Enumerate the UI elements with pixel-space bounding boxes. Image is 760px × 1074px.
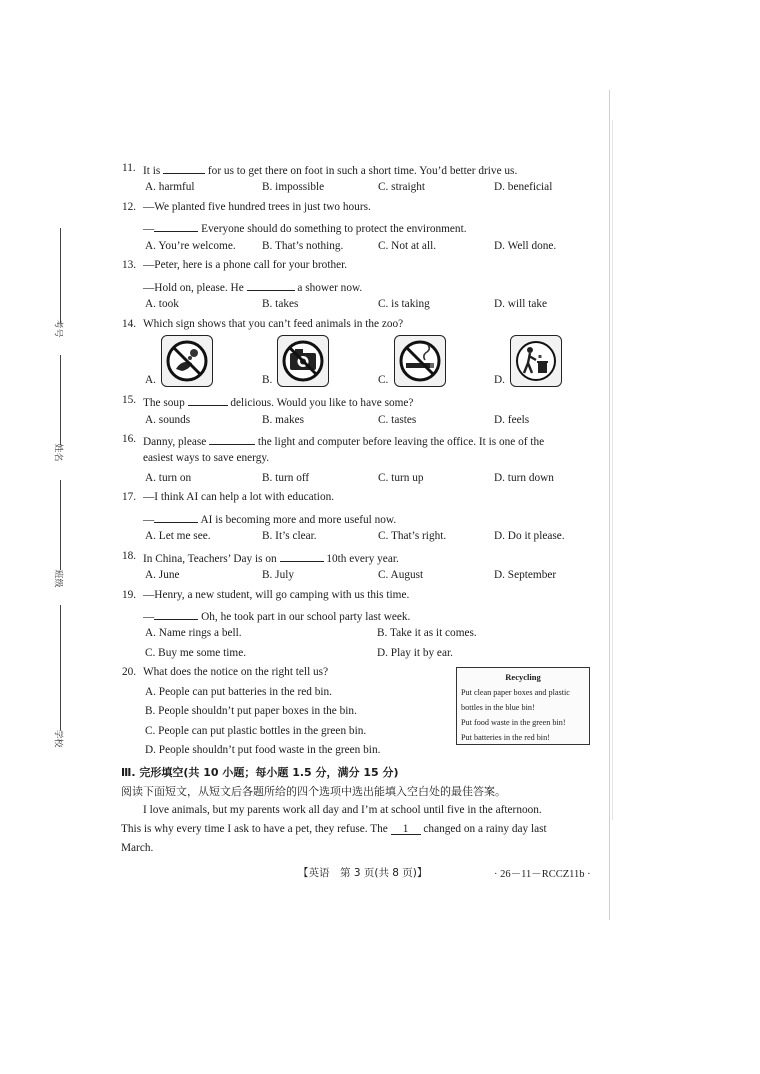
answer-blank	[209, 433, 255, 445]
stem-part: Everyone should do something to protect the environment.	[201, 223, 467, 235]
option-d: D. turn down	[494, 472, 554, 484]
answer-blank	[247, 279, 295, 291]
no-feeding-icon	[161, 335, 213, 387]
side-label-name: 姓名	[52, 443, 63, 462]
option-b: B. July	[262, 569, 295, 581]
option-a: A. harmful	[145, 181, 195, 193]
option-c: C.	[378, 374, 389, 386]
notice-line: Put clean paper boxes and plastic	[461, 688, 570, 697]
option-a: A. sounds	[145, 414, 191, 426]
question-line-2	[143, 220, 467, 235]
stem-part: AI is becoming more and more useful now.	[200, 514, 397, 526]
option-b: B. People shouldn’t put paper boxes in the bin.	[145, 705, 357, 717]
question-stem: What does the notice on the right tell us?	[143, 666, 329, 678]
stem-part: a shower now.	[297, 282, 363, 294]
option-c: C. straight	[378, 181, 426, 193]
notice-line: Put batteries in the red bin!	[461, 733, 550, 742]
option-b: B. turn off	[262, 472, 310, 484]
option-d: D. will take	[494, 298, 548, 310]
option-a: A. You’re welcome.	[145, 240, 236, 252]
page-edge-line	[609, 90, 610, 920]
question-stem	[143, 550, 399, 565]
option-c: C. Not at all.	[378, 240, 437, 252]
question-stem: Which sign shows that you can’t feed animals in the zoo?	[143, 318, 404, 330]
page-footer: 【英语 第 3 页(共 8 页)】	[298, 867, 428, 879]
binding-rule-3	[60, 480, 61, 570]
option-b: B. impossible	[262, 181, 325, 193]
binding-rule-4	[60, 605, 61, 730]
question-line-1: —Peter, here is a phone call for your brother.	[143, 259, 348, 271]
passage-part: This is why every time I ask to have a pet, they refuse. The	[121, 823, 388, 835]
stem-part: —	[143, 223, 155, 235]
stem-part: —	[143, 611, 155, 623]
question-line-1: —Henry, a new student, will go camping with us this time.	[143, 589, 410, 601]
option-b: B. Take it as it comes.	[377, 627, 477, 639]
option-d: D. beneficial	[494, 181, 553, 193]
answer-blank	[188, 394, 228, 406]
stem-part: —	[143, 514, 155, 526]
option-d: D. feels	[494, 414, 530, 426]
option-d: D. Play it by ear.	[377, 647, 453, 659]
option-a: A. took	[145, 298, 179, 310]
option-a: A. Name rings a bell.	[145, 627, 242, 639]
stem-part: Oh, he took part in our school party last week.	[201, 611, 411, 623]
notice-line: bottles in the blue bin!	[461, 703, 535, 712]
question-line-2	[143, 279, 362, 294]
option-c: C. Buy me some time.	[145, 647, 247, 659]
passage-blank-1: 1	[391, 823, 421, 835]
option-d: D.	[494, 374, 505, 386]
no-camera-icon	[277, 335, 329, 387]
stem-part: The soup	[143, 397, 185, 409]
question-number: 14.	[122, 318, 137, 330]
binding-rule-2	[60, 355, 61, 445]
question-number: 18.	[122, 550, 137, 562]
section-heading: Ⅲ. 完形填空(共 10 小题；每小题 1.5 分，满分 15 分)	[121, 766, 399, 779]
option-b: B. It’s clear.	[262, 530, 317, 542]
option-b: B. That’s nothing.	[262, 240, 344, 252]
question-number: 15.	[122, 394, 137, 406]
question-stem	[143, 394, 413, 409]
question-stem	[143, 433, 544, 448]
question-line-2: easiest ways to save energy.	[143, 452, 270, 464]
answer-blank	[280, 550, 324, 562]
exam-code: · 26－11－RCCZ11b ·	[494, 869, 591, 880]
side-label-school: 学校	[52, 729, 63, 748]
passage-line-2	[121, 823, 547, 835]
option-c: C. That’s right.	[378, 530, 447, 542]
option-d: D. People shouldn’t put food waste in the green bin.	[145, 744, 381, 756]
option-a: A. June	[145, 569, 180, 581]
recycling-notice	[456, 667, 590, 745]
binding-rule-1	[60, 228, 61, 323]
option-d: D. September	[494, 569, 557, 581]
question-number: 13.	[122, 259, 137, 271]
answer-blank	[154, 608, 198, 620]
option-a: A. Let me see.	[145, 530, 211, 542]
section-instruction: 阅读下面短文，从短文后各题所给的四个选项中选出能填入空白处的最佳答案。	[121, 785, 506, 798]
question-line-2	[143, 608, 410, 623]
notice-line: Put food waste in the green bin!	[461, 718, 566, 727]
question-line-1: —We planted five hundred trees in just two hours.	[143, 201, 371, 213]
no-smoking-icon	[394, 335, 446, 387]
option-a: A.	[145, 374, 156, 386]
option-d: D. Well done.	[494, 240, 557, 252]
notice-title: Recycling	[505, 672, 541, 682]
answer-blank	[154, 511, 198, 523]
side-label-class: 班级	[52, 569, 63, 588]
option-c: C. People can put plastic bottles in the green bin.	[145, 725, 367, 737]
passage-line-3: March.	[121, 842, 154, 854]
page-edge-line-2	[612, 120, 613, 820]
side-label-exam-number: 考号	[52, 319, 63, 338]
question-line-2	[143, 511, 396, 526]
option-d: D. Do it please.	[494, 530, 565, 542]
stem-part: delicious. Would you like to have some?	[230, 397, 414, 409]
litter-bin-icon	[510, 335, 562, 387]
stem-part: 10th every year.	[326, 553, 399, 565]
question-number: 12.	[122, 201, 137, 213]
option-c: C. August	[378, 569, 424, 581]
question-number: 20.	[122, 666, 137, 678]
option-c: C. turn up	[378, 472, 424, 484]
stem-part: —Hold on, please. He	[143, 282, 244, 294]
option-c: C. is taking	[378, 298, 430, 310]
question-number: 11.	[122, 162, 136, 174]
question-line-1: —I think AI can help a lot with education.	[143, 491, 335, 503]
stem-part: In China, Teachers’ Day is on	[143, 553, 277, 565]
option-b: B. takes	[262, 298, 299, 310]
option-b: B.	[262, 374, 273, 386]
answer-blank	[154, 220, 198, 232]
stem-part: for us to get there on foot in such a short time. You’d better drive us.	[207, 165, 518, 177]
question-number: 19.	[122, 589, 137, 601]
option-b: B. makes	[262, 414, 305, 426]
stem-part: Danny, please	[143, 436, 207, 448]
option-a: A. People can put batteries in the red bin.	[145, 686, 332, 698]
passage-line-1: I love animals, but my parents work all day and I’m at school until five in the afternoon.	[143, 804, 542, 816]
question-stem	[143, 162, 517, 177]
passage-part: changed on a rainy day last	[423, 823, 547, 835]
question-number: 16.	[122, 433, 137, 445]
answer-blank	[163, 162, 205, 174]
question-number: 17.	[122, 491, 137, 503]
stem-part: the light and computer before leaving the office. It is one of the	[257, 436, 545, 448]
option-c: C. tastes	[378, 414, 417, 426]
option-a: A. turn on	[145, 472, 192, 484]
stem-part: It is	[143, 165, 161, 177]
